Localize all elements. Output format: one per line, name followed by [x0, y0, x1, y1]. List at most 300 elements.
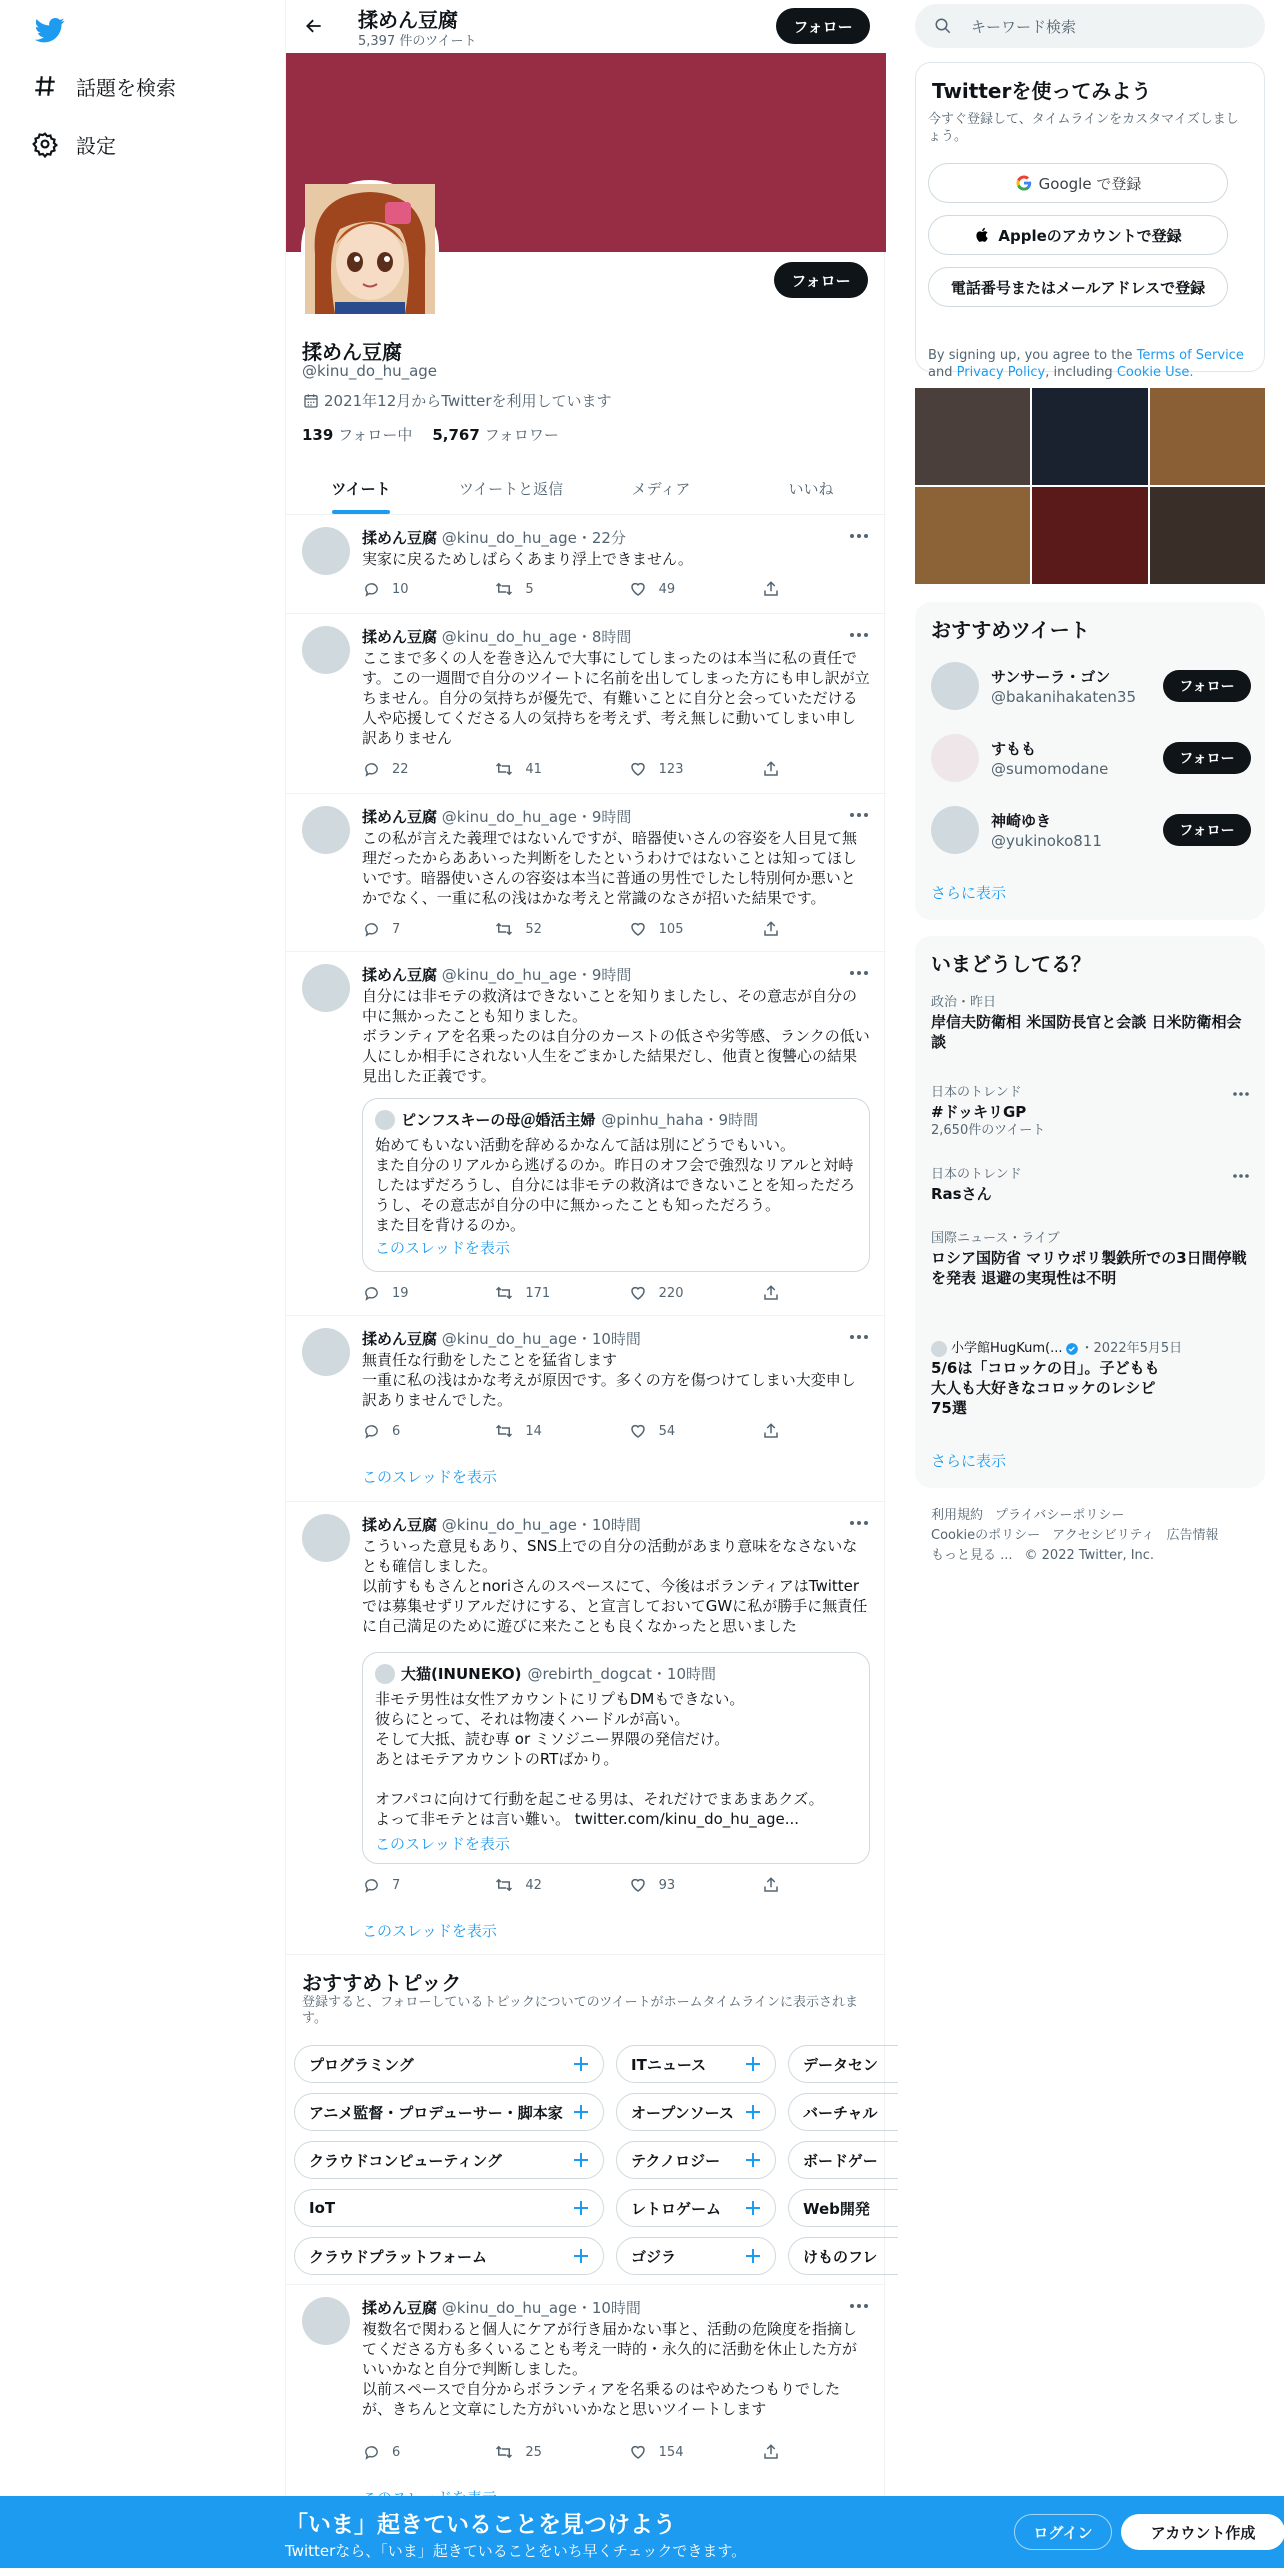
topic-chip[interactable]	[788, 2237, 898, 2275]
like-count: 49	[658, 581, 676, 597]
topic-chip[interactable]	[616, 2141, 776, 2179]
tweet-time[interactable]: 22分	[591, 529, 626, 547]
follow-button[interactable]: フォロー	[1163, 742, 1251, 774]
show-thread-link[interactable]: このスレッドを表示	[362, 1922, 497, 1940]
reply-button[interactable]	[362, 2443, 495, 2461]
tweet[interactable]	[286, 1502, 886, 1955]
trend-meta	[931, 1340, 1251, 1358]
retweet-icon	[495, 1284, 513, 1302]
legal-and: and	[928, 365, 953, 380]
tweet-dot: ・	[703, 1111, 719, 1129]
reply-button[interactable]	[362, 1876, 495, 1894]
create-account-button[interactable]: アカウント作成	[1121, 2514, 1285, 2550]
tweet-author-handle: @kinu_do_hu_age	[441, 529, 577, 547]
search-icon	[933, 16, 953, 36]
topics-subtitle: 登録すると、フォローしているトピックについてのツイートがホームタイムラインに表示されます。	[302, 1995, 859, 2026]
trend-meta: 政治・昨日	[931, 995, 997, 1010]
tweet[interactable]	[286, 794, 886, 952]
tweet-text: こういった意見もあり、SNS上での自分の活動があまり意味をなさないなとも確信しました。 以前すももさんとnoriさんのスペースにて、今後はボランティアはTwitterでは募集せずリアルだけにする、と宣言しておいてGWに私が勝手に無責任に自己満足のために遊びに来たことも良くなかったと思いました	[362, 1537, 868, 1635]
plus-icon	[743, 2054, 763, 2074]
like-button[interactable]	[629, 2443, 762, 2461]
share-icon	[762, 1284, 780, 1302]
retweet-icon	[495, 920, 513, 938]
retweet-count: 41	[525, 761, 542, 777]
tweet-header	[362, 806, 631, 827]
trend-name: ロシア国防省 マリウポリ製鉄所での3日間停戦を発表 退避の実現性は不明	[931, 1249, 1247, 1287]
signup-title: Twitterを使ってみよう	[932, 79, 1152, 103]
tweet-dot: ・	[576, 966, 592, 984]
follow-button[interactable]: フォロー	[1163, 670, 1251, 702]
twitter-bird-icon[interactable]	[28, 8, 72, 52]
reply-button[interactable]	[362, 580, 495, 598]
tweet-time[interactable]: 10時間	[591, 2299, 641, 2317]
quoted-tweet-header	[375, 1109, 758, 1130]
tweet-text: 自分には非モテの救済はできないことを知りましたし、その意志が自分の中に無かったことも知りました。 ボランティアを名乗ったのは自分のカーストの低さや劣等感、ランクの低い人にしか相手にされない人生をごまかした結果だし、他責と復讐心の結果見出した正義です。	[362, 987, 870, 1085]
bottom-bar-title: 「いま」起きていることを見つけよう	[285, 2512, 676, 2538]
profile-joined-date	[302, 390, 612, 411]
topic-label: ボードゲー	[803, 2151, 878, 2170]
trend-item[interactable]	[931, 1340, 1251, 1418]
heart-icon	[629, 920, 647, 938]
trends-title: いまどうしてる？	[931, 952, 1091, 976]
following-label: フォロー中	[338, 426, 413, 444]
quoted-author-name: ピンフスキーの母＠婚活主婦	[401, 1111, 596, 1129]
retweet-button[interactable]	[495, 1876, 628, 1894]
tweet-time[interactable]: 10時間	[591, 1330, 641, 1348]
tweet-text: 複数名で関わると個人にケアが行き届かない事と、活動の危険度を指摘してくださる方も多くいることも考え一時的・永久的に活動を休止した方がいいかなと自分で判断しました。 以前スペースで自分からボランティアを名乗るのはやめたつもりでしたが、きちんと文章にした方がいいかなと思いツイートします	[362, 2320, 858, 2418]
topic-label: IoT	[309, 2199, 336, 2217]
quoted-tweet[interactable]	[362, 1098, 870, 1272]
quoted-tweet[interactable]	[362, 1652, 870, 1864]
tweet-actions	[362, 920, 792, 938]
reply-icon	[362, 580, 380, 598]
reply-icon	[362, 920, 380, 938]
topic-label: Web開発	[803, 2199, 870, 2218]
trend-tweet-count: 2,650件のツイート	[931, 1123, 1046, 1138]
user-name: サンサーラ・ゴン	[991, 668, 1111, 686]
who-to-follow-card	[915, 602, 1265, 920]
topic-label: ゴジラ	[631, 2247, 677, 2266]
trend-item[interactable]	[931, 1166, 1251, 1204]
nav-explore-label: 話題を検索	[76, 75, 176, 100]
header-follow-button[interactable]: フォロー	[776, 8, 870, 44]
avatar[interactable]	[302, 1514, 350, 1562]
left-navigation	[0, 0, 285, 2568]
share-icon	[762, 1422, 780, 1440]
topic-label: テクノロジー	[631, 2151, 721, 2170]
footer-cookie-link[interactable]: Cookieのポリシー	[931, 1528, 1041, 1543]
avatar	[931, 734, 979, 782]
google-logo-icon	[1015, 174, 1033, 192]
quoted-tweet-text: 始めてもいない活動を辞めるかなんて話は別にどうでもいい。 また自分のリアルから逃げるのか。昨日のオフ会で強烈なリアルと対峙したはずだろうし、自分には非モテの救済はできないことを知っただろうし、その意志が自分の中に無かったことも知っただろう。 また目を背けるのか。	[375, 1136, 856, 1234]
tweet-author-name[interactable]: 揉めん豆腐	[362, 1330, 438, 1348]
user-name: すもも	[991, 740, 1037, 758]
more-options-icon[interactable]	[1231, 1084, 1251, 1104]
heart-icon	[629, 580, 647, 598]
footer-terms-link[interactable]: 利用規約	[931, 1508, 984, 1523]
retweet-icon	[495, 580, 513, 598]
retweet-button[interactable]	[495, 1422, 628, 1440]
tweet-author-name[interactable]: 揉めん豆腐	[362, 966, 438, 984]
like-button[interactable]	[629, 1284, 762, 1302]
tweet-time[interactable]: 8時間	[591, 628, 632, 646]
retweet-count: 171	[525, 1285, 551, 1301]
quoted-tweet-header	[375, 1663, 716, 1684]
reply-count: 10	[392, 581, 409, 597]
nav-settings[interactable]	[20, 116, 130, 172]
reply-count: 22	[392, 761, 409, 777]
footer-more-link[interactable]: もっと見る ...	[931, 1548, 1013, 1563]
tweet-actions	[362, 580, 792, 598]
user-name: 神崎ゆき	[991, 812, 1052, 830]
topic-chip[interactable]	[616, 2189, 776, 2227]
terms-link[interactable]: Terms of Service	[1136, 348, 1244, 363]
media-thumbnail-grid	[915, 388, 1265, 584]
plus-icon	[743, 2198, 763, 2218]
tweet[interactable]	[286, 1316, 886, 1502]
user-suggestion[interactable]	[931, 802, 1251, 858]
topic-chip[interactable]	[616, 2093, 776, 2131]
plus-icon	[743, 2150, 763, 2170]
tweet-header	[362, 1514, 641, 1535]
tab-tweets[interactable]: ツイート	[286, 462, 436, 514]
tab-media[interactable]: メディア	[631, 479, 691, 498]
legal-prefix: By signing up, you agree to the	[928, 348, 1133, 363]
bottom-signup-bar	[0, 2496, 1284, 2568]
tweet-actions	[362, 1422, 792, 1440]
like-button[interactable]	[629, 580, 762, 598]
media-thumbnail[interactable]	[915, 388, 1030, 485]
reply-button[interactable]	[362, 920, 495, 938]
bottom-bar-subtitle: Twitterなら、「いま」起きていることをいち早くチェックできます。	[285, 2542, 747, 2560]
show-more-link[interactable]: さらに表示	[931, 884, 1007, 902]
tweet-author-name[interactable]: 揉めん豆腐	[362, 628, 438, 646]
topic-label: プログラミング	[309, 2055, 414, 2074]
tweet-header	[362, 626, 631, 647]
avatar	[375, 1110, 395, 1130]
share-icon	[762, 920, 780, 938]
verified-badge-icon	[1065, 1342, 1079, 1356]
plus-icon	[571, 2246, 591, 2266]
retweet-button[interactable]	[495, 760, 628, 778]
following-count: 139	[302, 426, 334, 444]
tweet-time[interactable]: 10時間	[591, 1516, 641, 1534]
trend-meta: 国際ニュース・ライブ	[931, 1231, 1060, 1246]
share-button[interactable]	[762, 1422, 792, 1440]
tweet-author-handle: @kinu_do_hu_age	[441, 966, 577, 984]
share-button[interactable]	[762, 920, 792, 938]
reply-button[interactable]	[362, 1284, 495, 1302]
avatar[interactable]	[302, 2297, 350, 2345]
media-thumbnail[interactable]	[1032, 388, 1147, 485]
tweet-author-handle: @kinu_do_hu_age	[441, 628, 577, 646]
retweet-count: 25	[525, 2444, 542, 2460]
recommended-topics	[286, 1955, 886, 2285]
trends-card	[915, 936, 1265, 1488]
plus-icon	[571, 2054, 591, 2074]
tweet-dot: ・	[651, 1665, 667, 1683]
show-more-link[interactable]: さらに表示	[931, 1452, 1007, 1470]
trend-item[interactable]	[931, 994, 1251, 1052]
footer-accessibility-link[interactable]: アクセシビリティ	[1052, 1528, 1155, 1543]
share-button[interactable]	[762, 760, 792, 778]
retweet-button[interactable]	[495, 2443, 628, 2461]
more-options-icon[interactable]	[848, 525, 870, 547]
more-options-icon[interactable]	[848, 2295, 870, 2317]
who-to-follow-title: おすすめツイート	[931, 618, 1090, 642]
show-thread-link[interactable]: このスレッドを表示	[375, 1239, 510, 1257]
header-tweet-count: 5,397 件のツイート	[358, 34, 477, 49]
share-icon	[762, 1876, 780, 1894]
topic-label: クラウドコンピューティング	[309, 2151, 502, 2170]
tab-likes[interactable]: いいね	[788, 479, 834, 498]
topic-chip[interactable]	[294, 2237, 604, 2275]
like-count: 54	[658, 1423, 676, 1439]
tweet-dot: ・	[576, 1330, 592, 1348]
topic-label: アニメ監督・プロデューサー・脚本家	[309, 2103, 563, 2122]
avatar	[931, 1341, 947, 1357]
reply-icon	[362, 2443, 380, 2461]
quoted-author-name: 大猫(INUNEKO)	[401, 1665, 522, 1683]
retweet-icon	[495, 2443, 513, 2461]
reply-count: 6	[392, 1423, 401, 1439]
reply-count: 19	[392, 1285, 409, 1301]
like-count: 220	[658, 1285, 684, 1301]
heart-icon	[629, 760, 647, 778]
like-count: 93	[658, 1877, 676, 1893]
topic-chip[interactable]	[294, 2189, 604, 2227]
signup-legal-text	[928, 347, 1248, 381]
footer-ads-info-link[interactable]: 広告情報	[1166, 1528, 1219, 1543]
topic-chip[interactable]	[788, 2189, 898, 2227]
footer-privacy-link[interactable]: プライバシーポリシー	[995, 1508, 1125, 1523]
retweet-icon	[495, 1422, 513, 1440]
topic-chip[interactable]	[616, 2237, 776, 2275]
more-options-icon[interactable]	[848, 1512, 870, 1534]
user-suggestion[interactable]	[931, 730, 1251, 786]
tweet-actions	[362, 2443, 792, 2461]
tweet[interactable]	[286, 952, 886, 1316]
more-options-icon[interactable]	[848, 1326, 870, 1348]
like-button[interactable]	[629, 920, 762, 938]
topic-chip[interactable]	[788, 2045, 898, 2083]
topic-label: オープンソース	[631, 2103, 734, 2122]
topic-chip[interactable]	[294, 2045, 604, 2083]
tweet-author-name[interactable]: 揉めん豆腐	[362, 2299, 438, 2317]
apple-signup-button[interactable]	[928, 215, 1228, 255]
avatar[interactable]	[302, 527, 350, 575]
media-thumbnail[interactable]	[1150, 487, 1265, 584]
login-button[interactable]: ログイン	[1014, 2514, 1112, 2550]
more-options-icon[interactable]	[1231, 1166, 1251, 1186]
user-handle: @yukinoko811	[991, 832, 1102, 850]
trend-name: #ドッキリGP	[931, 1103, 1027, 1121]
topic-chip[interactable]	[788, 2093, 898, 2131]
phone-email-signup-button[interactable]: 電話番号またはメールアドレスで登録	[928, 267, 1228, 307]
more-options-icon[interactable]	[848, 624, 870, 646]
show-thread-link[interactable]: このスレッドを表示	[362, 1468, 497, 1486]
following-link[interactable]	[302, 424, 412, 445]
topic-label: ITニュース	[631, 2055, 707, 2074]
plus-icon	[571, 2198, 591, 2218]
tab-tweets-and-replies[interactable]: ツイートと返信	[458, 479, 564, 498]
trend-meta: 日本のトレンド	[931, 1085, 1022, 1100]
avatar	[375, 1664, 395, 1684]
tweet-dot: ・	[576, 1516, 592, 1534]
user-handle: @sumomodane	[991, 760, 1109, 778]
footer-copyright: © 2022 Twitter, Inc.	[1024, 1548, 1155, 1563]
search-input[interactable]	[915, 4, 1265, 48]
tweet-header	[362, 527, 626, 548]
tweet[interactable]	[286, 515, 886, 614]
topic-chip[interactable]	[616, 2045, 776, 2083]
tweet-time[interactable]: 9時間	[591, 808, 632, 826]
topics-title: おすすめトピック	[302, 1971, 462, 1995]
signup-subtitle: 今すぐ登録して、タイムラインをカスタマイズしましょう。	[928, 112, 1239, 144]
follow-button[interactable]: フォロー	[1163, 814, 1251, 846]
avatar[interactable]	[302, 626, 350, 674]
retweet-icon	[495, 1876, 513, 1894]
topic-label: クラウドプラットフォーム	[309, 2247, 488, 2266]
header-profile-name: 揉めん豆腐	[358, 8, 458, 32]
topic-label: バーチャル	[803, 2103, 878, 2122]
user-handle: @bakanihakaten35	[991, 688, 1137, 706]
cookie-link[interactable]: Cookie Use.	[1116, 365, 1194, 380]
tweet-text: この私が言えた義理ではないんですが、暗器使いさんの容姿を人目見て無理だったからああいった判断をしたというわけではないことは知ってほしいです。暗器使いさんの容姿は本当に普通の男性でしたし特別何か悪いとかでなく、一重に私の浅はかな考えと常識のなさが招いた結果です。	[362, 829, 858, 907]
heart-icon	[629, 1876, 647, 1894]
quoted-time: 9時間	[718, 1111, 759, 1129]
avatar[interactable]	[302, 806, 350, 854]
tweet-header	[362, 2297, 641, 2318]
like-button[interactable]	[629, 1422, 762, 1440]
right-sidebar	[915, 0, 1265, 2568]
quoted-time: 10時間	[666, 1665, 716, 1683]
retweet-button[interactable]	[495, 920, 628, 938]
signup-card	[915, 62, 1265, 380]
tweet-dot: ・	[576, 628, 592, 646]
tweet-author-name[interactable]: 揉めん豆腐	[362, 1516, 438, 1534]
heart-icon	[629, 2443, 647, 2461]
tweet-author-handle: @kinu_do_hu_age	[441, 808, 577, 826]
like-count: 105	[658, 921, 684, 937]
avatar	[931, 806, 979, 854]
topic-chip[interactable]	[294, 2093, 604, 2131]
plus-icon	[571, 2150, 591, 2170]
apple-signup-label: Appleのアカウントで登録	[998, 226, 1182, 245]
apple-logo-icon	[974, 226, 992, 244]
quoted-tweet-text: 非モテ男性は女性アカウントにリプもDMもできない。 彼らにとって、それは物凄くハードルが高い。 そして大抵、読む専 or ミソジニー界隈の発信だけ。 あとはモテアカウントのRTばかり。 オフパコに向けて行動を起こせる男は、それだけでまあまあクズ。 よって非モテとは言い難い。 twitter.com/kinu_do_hu_age...	[375, 1690, 824, 1828]
media-thumbnail[interactable]	[915, 487, 1030, 584]
google-signup-label: Google で登録	[1038, 174, 1142, 193]
tweet-dot: ・	[576, 2299, 592, 2317]
tweet-author-handle: @kinu_do_hu_age	[441, 1330, 577, 1348]
nav-explore[interactable]	[20, 58, 190, 114]
trend-item[interactable]	[931, 1230, 1251, 1288]
avatar[interactable]	[302, 1328, 350, 1376]
share-button[interactable]	[762, 1876, 792, 1894]
topic-chip[interactable]	[788, 2141, 898, 2179]
plus-icon	[743, 2102, 763, 2122]
followers-count: 5,767	[432, 426, 480, 444]
tweet-author-name[interactable]: 揉めん豆腐	[362, 529, 438, 547]
reply-icon	[362, 760, 380, 778]
topic-chip[interactable]	[294, 2141, 604, 2179]
quoted-author-handle: @rebirth_dogcat	[527, 1664, 652, 1683]
media-thumbnail[interactable]	[1032, 487, 1147, 584]
trend-name: 5/6は「コロッケの日」。子どもも大人も大好きなコロッケのレシピ75選	[931, 1359, 1160, 1417]
trend-source: 小学館HugKum(...	[951, 1341, 1063, 1356]
share-button[interactable]	[762, 2443, 792, 2461]
gear-icon	[30, 129, 60, 159]
profile-joined-text: 2021年12月からTwitterを利用しています	[324, 392, 612, 410]
profile-handle: @kinu_do_hu_age	[302, 362, 438, 380]
tweet-dot: ・	[576, 808, 592, 826]
plus-icon	[743, 2246, 763, 2266]
share-button[interactable]	[762, 1284, 792, 1302]
share-icon	[762, 580, 780, 598]
google-signup-button[interactable]	[928, 163, 1228, 203]
reply-icon	[362, 1422, 380, 1440]
trend-name: 岸信夫防衛相 米国防長官と会談 日米防衛相会談	[931, 1013, 1242, 1051]
followers-label: フォロワー	[484, 426, 559, 444]
hashtag-icon	[30, 71, 60, 101]
topic-label: レトロゲーム	[631, 2199, 722, 2218]
show-thread-link[interactable]: このスレッドを表示	[375, 1835, 510, 1853]
tweet[interactable]	[286, 2285, 886, 2525]
reply-button[interactable]	[362, 760, 495, 778]
tweet[interactable]	[286, 614, 886, 794]
tweet-actions	[362, 760, 792, 778]
back-arrow-icon[interactable]	[296, 8, 332, 44]
share-button[interactable]	[762, 580, 792, 598]
topic-label: けものフレ	[803, 2247, 878, 2266]
quoted-author-handle: @pinhu_haha	[601, 1110, 704, 1129]
heart-icon	[629, 1284, 647, 1302]
like-button[interactable]	[629, 1876, 762, 1894]
profile-avatar[interactable]	[301, 180, 439, 318]
media-thumbnail[interactable]	[1150, 388, 1265, 485]
tweet-text: ここまで多くの人を巻き込んで大事にしてしまったのは本当に私の責任です。この一週間で自分のツイートに名前を出してしまった方にも申し訳が立ちません。自分の気持ちが優先で、有難いことに自分と会っていただける人や応援してくださる人の気持ちを考えず、考え無しに動いてしまい申し訳ありません	[362, 649, 870, 747]
profile-name: 揉めん豆腐	[302, 340, 402, 364]
tweet-author-name[interactable]: 揉めん豆腐	[362, 808, 438, 826]
retweet-button[interactable]	[495, 580, 628, 598]
privacy-link[interactable]: Privacy Policy	[956, 365, 1046, 380]
more-options-icon[interactable]	[848, 804, 870, 826]
retweet-button[interactable]	[495, 1284, 628, 1302]
tweet-author-handle: @kinu_do_hu_age	[441, 2299, 577, 2317]
avatar[interactable]	[302, 964, 350, 1012]
tweet-header	[362, 964, 631, 985]
profile-tabs	[286, 462, 886, 515]
followers-link[interactable]	[432, 424, 559, 445]
tweet-actions	[362, 1876, 792, 1894]
user-suggestion[interactable]	[931, 658, 1251, 714]
profile-header-bar	[286, 0, 886, 53]
tweet-actions	[362, 1284, 792, 1302]
reply-button[interactable]	[362, 1422, 495, 1440]
topic-label: データセン	[803, 2055, 879, 2074]
plus-icon	[571, 2102, 591, 2122]
like-button[interactable]	[629, 760, 762, 778]
trend-item[interactable]	[931, 1084, 1251, 1140]
tweet-time[interactable]: 9時間	[591, 966, 632, 984]
tweet-text: 実家に戻るためしばらくあまり浮上できません。	[362, 550, 693, 568]
footer-links	[931, 1506, 1251, 1566]
legal-including: , including	[1045, 365, 1113, 380]
profile-follow-button[interactable]: フォロー	[774, 262, 868, 298]
like-count: 123	[658, 761, 684, 777]
more-options-icon[interactable]	[848, 962, 870, 984]
